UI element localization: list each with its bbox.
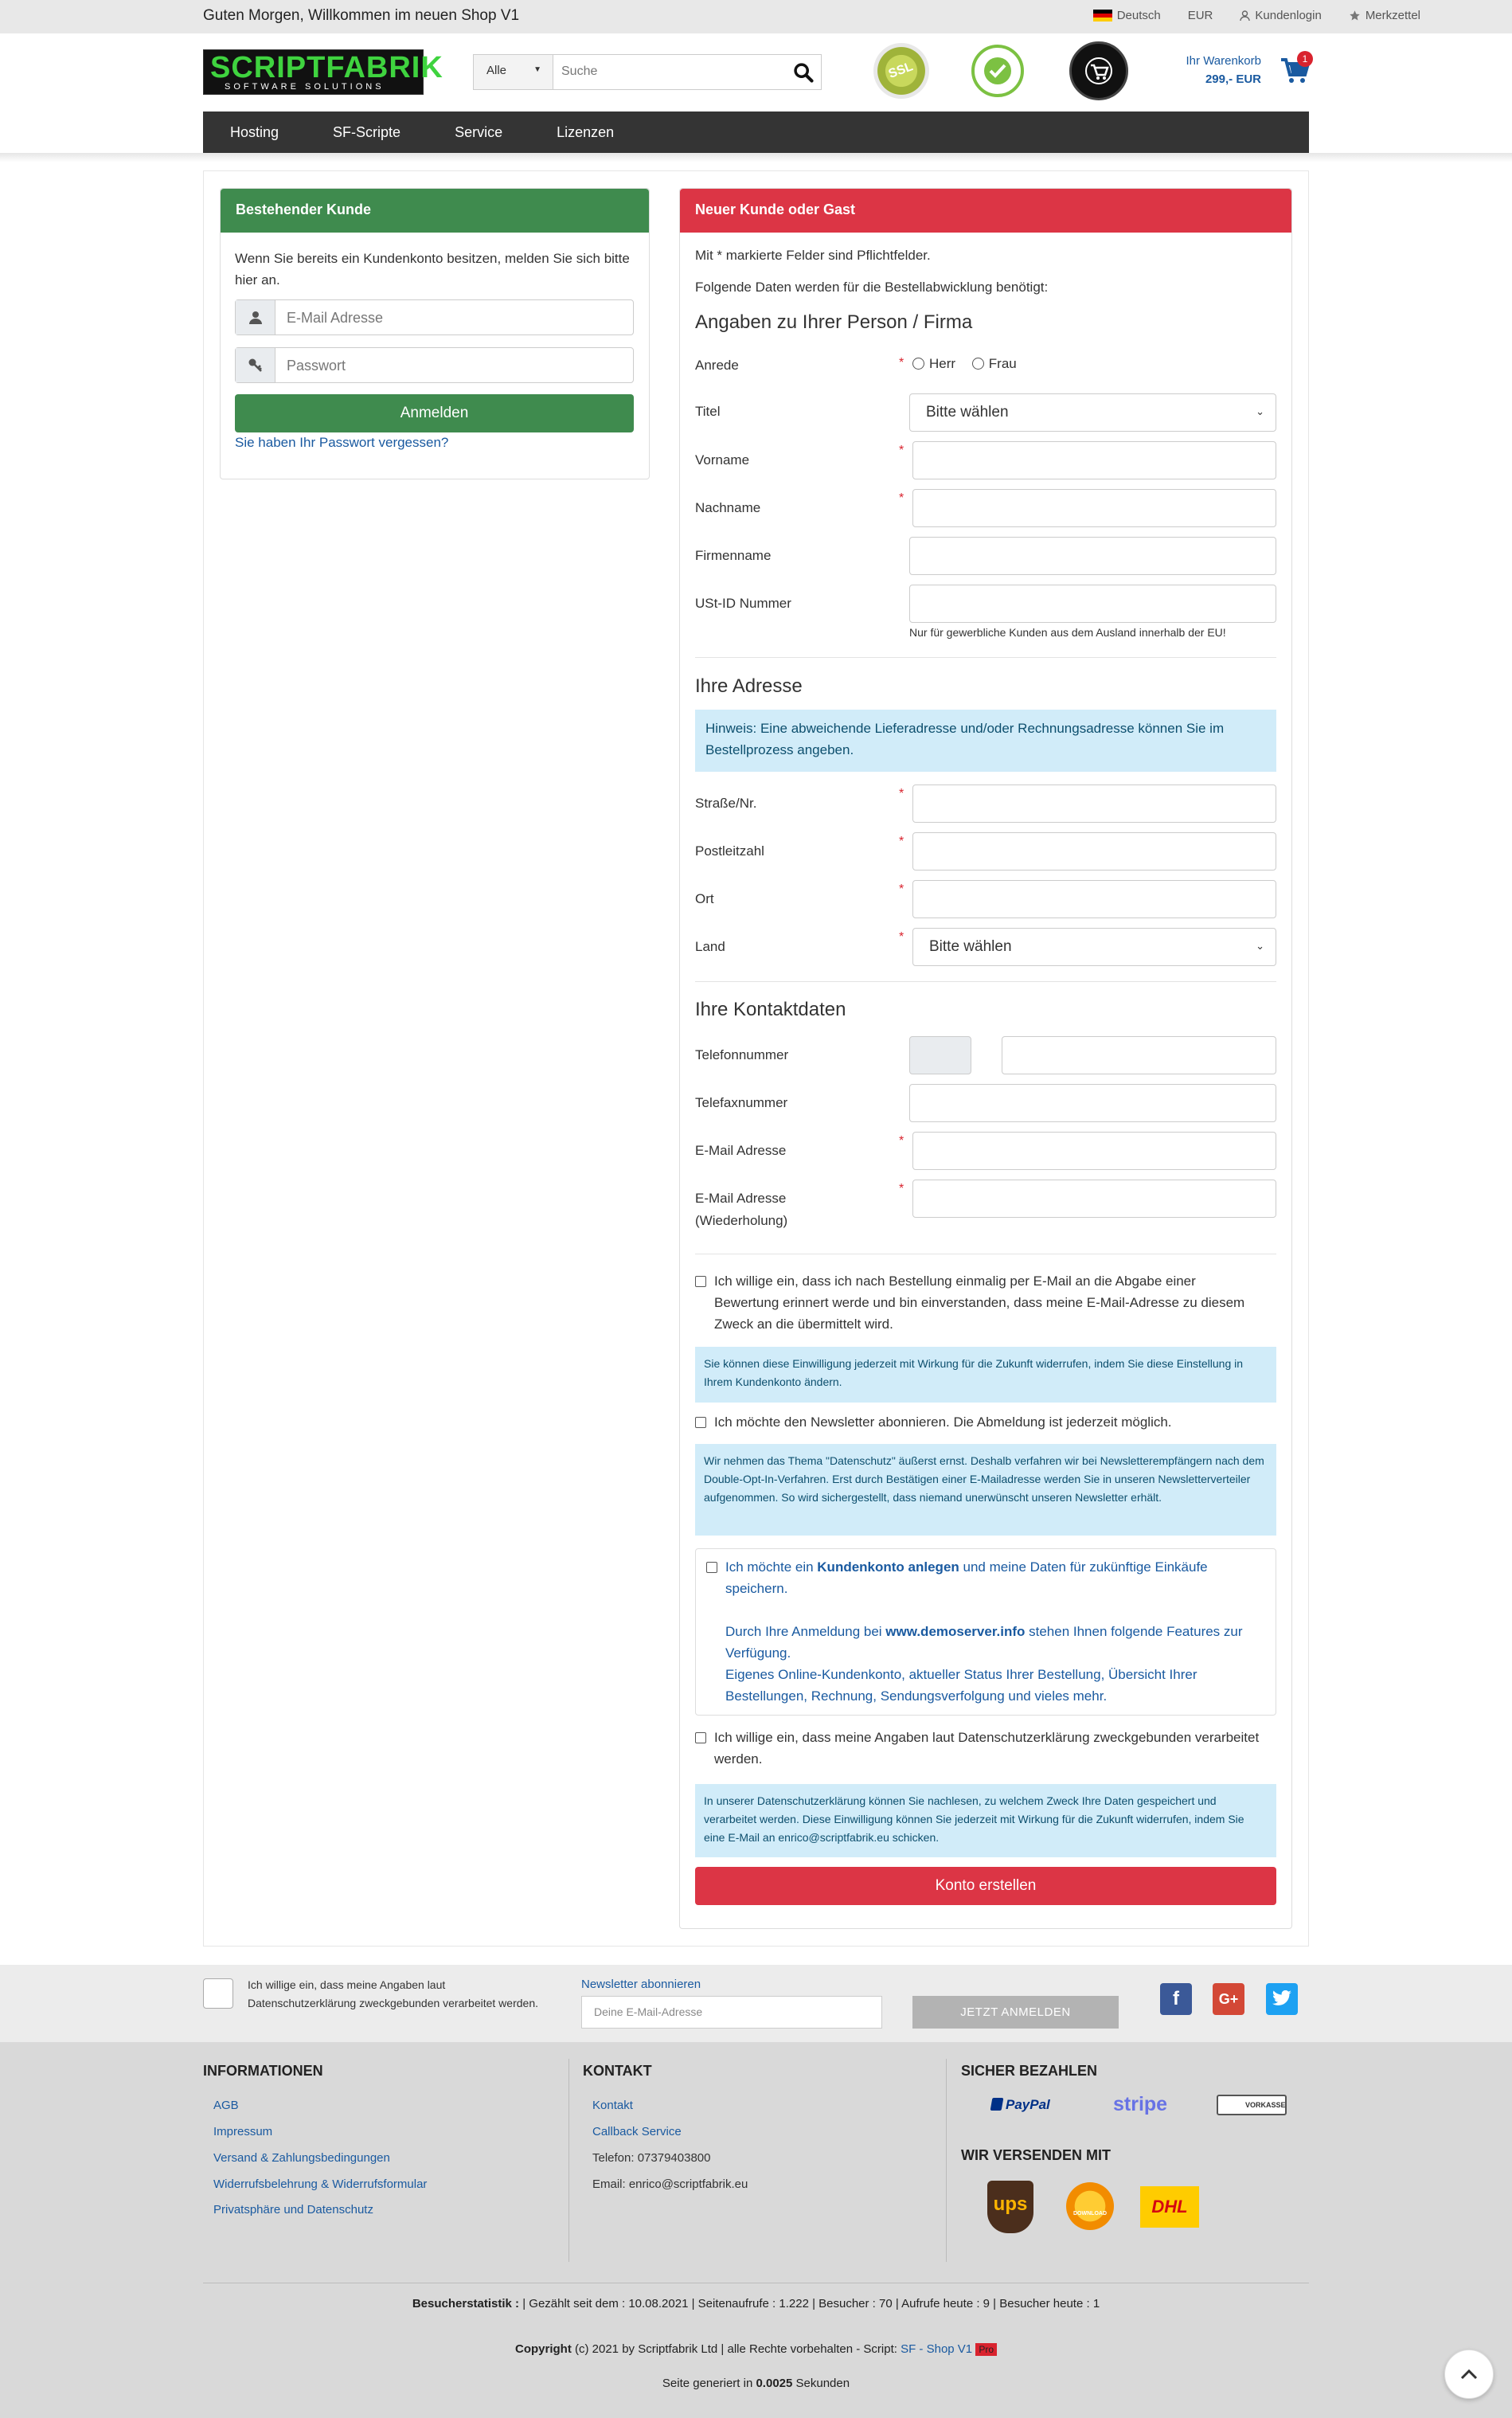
ort-label: Ort [695,891,714,906]
cart-count-badge: 1 [1297,51,1313,67]
shop-logo[interactable]: SCRIPTFABRIK SOFTWARE SOLUTIONS [203,49,424,95]
footer-info-title: INFORMATIONEN [203,2063,323,2079]
anrede-options [912,356,1017,372]
account-features: Durch Ihre Anmeldung bei www.demoserver.info stehen Ihnen folgende Features zur Verfügung. Eigenes Online-Kundenkonto, aktueller Status Ihrer Bestellung, Übersicht Ihrer Bestellungen, Rechnung, Sendungsverfolgung und vieles mehr. [725,1624,1243,1704]
radio-frau[interactable]: Frau [972,356,1017,371]
footer-link-agb[interactable]: AGB [213,2099,239,2112]
customer-login-link[interactable]: Kundenlogin [1240,9,1321,22]
create-account-checkbox[interactable]: Ich möchte ein Kundenkonto anlegen und meine Daten für zukünftige Einkäufe speichern. [706,1556,1264,1599]
newsletter-info: Wir nehmen das Thema "Datenschutz" äußerst ernst. Deshalb verfahren wir bei Newsletterempfängern nach dem Double-Opt-In-Verfahren. Erst durch Bestätigen einer E-Mailadresse werden Sie in unseren Newsletterverteiler aufgenommen. So wird sichergestellt, dass niemand unerwünscht unseren Newsletter erhält. [695,1444,1276,1536]
caret-down-icon: ▼ [533,65,541,74]
currency-switch[interactable]: EUR [1187,9,1213,22]
existing-customer-box [220,188,650,479]
existing-customer-title: Bestehender Kunde [221,189,649,233]
telefon-label: Telefonnummer [695,1047,789,1062]
footer-link-callback[interactable]: Callback Service [592,2125,682,2138]
vorname-label: Vorname [695,452,750,468]
newsletter-privacy-text: Ich willige ein, dass meine Angaben laut Datenschutzerklärung zweckgebunden verarbeitet werden. [248,1978,538,2009]
nav-item-hosting[interactable]: Hosting [230,124,279,140]
paypal-icon: PayPal [991,2097,1050,2113]
generation-time: Seite generiert in 0.0025 Sekunden [662,2377,850,2390]
section-person-heading: Angaben zu Ihrer Person / Firma [695,311,973,333]
script-link[interactable]: SF - Shop V1 [901,2342,973,2356]
dhl-icon: DHL [1140,2186,1199,2228]
email-input[interactable] [912,1132,1276,1170]
strasse-input[interactable] [912,784,1276,823]
titel-select[interactable]: Bitte wählen ⌄ [909,393,1276,432]
newsletter-email-input[interactable]: Deine E-Mail-Adresse [581,1996,882,2029]
footer-pay-title: SICHER BEZAHLEN [961,2063,1098,2079]
section-contact-heading: Ihre Kontaktdaten [695,999,846,1020]
top-bar [0,0,1512,33]
search-icon[interactable] [792,61,815,84]
newsletter-submit-button[interactable]: JETZT ANMELDEN [912,1996,1119,2029]
newsletter-consent-checkbox[interactable]: Ich möchte den Newsletter abonnieren. Die Abmeldung ist jederzeit möglich. [695,1411,1268,1433]
plz-label: Postleitzahl [695,843,764,859]
titel-label: Titel [695,404,721,419]
anrede-label: Anrede [695,358,739,373]
chevron-down-icon: ⌄ [1256,940,1264,952]
login-password-field[interactable]: Passwort [235,347,634,383]
footer-link-datenschutz[interactable]: Privatsphäre und Datenschutz [213,2203,373,2216]
footer-link-kontakt[interactable]: Kontakt [592,2099,633,2112]
email2-label: E-Mail Adresse (Wiederholung) [695,1191,788,1228]
facebook-icon[interactable]: f [1160,1983,1192,2015]
firma-input[interactable] [909,537,1276,575]
twitter-icon[interactable] [1266,1983,1298,2015]
new-customer-title: Neuer Kunde oder Gast [680,189,1291,233]
footer-phone: Telefon: 07379403800 [592,2151,711,2165]
review-consent-checkbox[interactable]: Ich willige ein, dass ich nach Bestellung einmalig per E-Mail an die Abgabe einer Bewertung erinnert werde und bin einverstanden, dass meine E-Mail-Adresse zu diesem Zweck an die übermittelt wird. [695,1270,1252,1335]
review-info: Sie können diese Einwilligung jederzeit mit Wirkung für die Zukunft widerrufen, indem Sie diese Einstellung in Ihrem Kundenkonto ändern. [695,1347,1276,1403]
create-account-panel [695,1548,1276,1716]
cart-summary[interactable]: Ihr Warenkorb 299,- EUR [1186,54,1261,86]
vorname-input[interactable] [912,441,1276,479]
required-star: * [899,356,904,370]
trust-seal-icon [971,45,1024,97]
search-bar [473,54,822,90]
google-plus-icon[interactable]: G+ [1213,1983,1244,2015]
pro-badge: Pro [975,2343,997,2356]
scroll-to-top-button[interactable] [1444,2350,1494,2399]
telefax-input[interactable] [909,1084,1276,1122]
newsletter-title: Newsletter abonnieren [581,1978,701,1991]
chevron-down-icon: ⌄ [1256,405,1264,417]
privacy-consent-checkbox[interactable]: Ich willige ein, dass meine Angaben laut Datenschutzerklärung zweckgebunden verarbeitet werden. [695,1727,1268,1770]
data-note: Folgende Daten werden für die Bestellabwicklung benötigt: [695,280,1049,295]
nav-item-sf-scripte[interactable]: SF-Scripte [333,124,401,140]
plz-input[interactable] [912,832,1276,871]
footer-link-versand[interactable]: Versand & Zahlungsbedingungen [213,2151,390,2165]
footer-ship-title: WIR VERSENDEN MIT [961,2147,1112,2163]
vorkasse-icon: VORKASSE [1217,2095,1287,2115]
ustid-input[interactable] [909,585,1276,623]
ups-icon: ups [987,2181,1033,2233]
main-nav [203,112,1309,153]
chevron-up-icon [1459,2368,1479,2381]
telefax-label: Telefaxnummer [695,1095,788,1110]
newsletter-privacy-checkbox[interactable] [203,1978,233,2009]
login-button[interactable]: Anmelden [235,394,634,432]
ustid-label: USt-ID Nummer [695,596,791,611]
search-input[interactable]: Suche [561,65,598,78]
footer-email: Email: enrico@scriptfabrik.eu [592,2177,748,2191]
greeting: Guten Morgen, Willkommen im neuen Shop V1 [203,7,520,24]
privacy-info: In unserer Datenschutzerklärung können Sie nachlesen, zu welchem Zweck Ihre Daten gespeichert und verarbeitet werden. Diese Einwilligung können Sie jederzeit mit Wirkung für die Zukunft widerrufen, indem Sie eine E-Mail an enrico@scriptfabrik.eu schicken. [695,1784,1276,1857]
address-hint: Hinweis: Eine abweichende Lieferadresse und/oder Rechnungsadresse können Sie im Bestellprozess angeben. [695,710,1276,772]
email-label: E-Mail Adresse [695,1143,787,1158]
visitor-stats: Besucherstatistik : | Gezählt seit dem : 10.08.2021 | Seitenaufrufe : 1.222 | Besucher : 70 | Aufrufe heute : 9 | Besucher heute : 1 [412,2297,1100,2310]
footer-link-widerruf[interactable]: Widerrufsbelehrung & Widerrufsformular [213,2177,428,2191]
user-icon [1240,10,1250,22]
german-flag-icon [1093,10,1112,22]
login-email-field[interactable]: E-Mail Adresse [235,299,634,335]
radio-herr[interactable]: Herr [912,356,955,371]
telefon-input[interactable] [1002,1036,1276,1074]
search-category-select[interactable]: Alle ▼ [474,55,553,89]
wishlist-link[interactable]: Merkzettel [1349,9,1420,22]
forgot-password-link[interactable]: Sie haben Ihr Passwort vergessen? [235,435,449,450]
land-label: Land [695,939,725,954]
land-select[interactable]: Bitte wählen ⌄ [912,928,1276,966]
download-icon: DOWNLOAD [1066,2182,1114,2230]
ort-input[interactable] [912,880,1276,918]
firma-label: Firmenname [695,548,772,563]
stripe-icon: stripe [1113,2093,1168,2115]
nachname-input[interactable] [912,489,1276,527]
footer-link-impressum[interactable]: Impressum [213,2125,273,2138]
star-icon [1349,10,1361,22]
language-switch[interactable]: Deutsch [1093,9,1161,22]
copyright: Copyright (c) 2021 by Scriptfabrik Ltd | alle Rechte vorbehalten - Script: SF - Shop V1 Pro [0,2342,1512,2356]
key-icon [236,348,275,382]
nav-item-lizenzen[interactable]: Lizenzen [557,124,615,140]
telefon-prefix-input[interactable] [909,1036,971,1074]
nachname-label: Nachname [695,500,761,515]
create-account-button[interactable]: Konto erstellen [695,1867,1276,1905]
ssl-seal-icon: SSL [873,43,929,99]
nav-item-service[interactable]: Service [455,124,503,140]
user-icon [236,300,275,335]
section-address-heading: Ihre Adresse [695,675,803,697]
strasse-label: Straße/Nr. [695,796,757,811]
email2-input[interactable] [912,1180,1276,1218]
footer-contact-title: KONTAKT [583,2063,652,2079]
required-note: Mit * markierte Felder sind Pflichtfelder. [695,248,931,263]
ustid-hint: Nur für gewerbliche Kunden aus dem Ausland innerhalb der EU! [909,626,1226,639]
shop-seal-icon [1069,41,1128,100]
new-customer-box: Neuer Kunde oder Gast Mit * markierte Felder sind Pflichtfelder. Folgende Daten werden für die Bestellabwicklung benötigt: Angaben zu Ihrer Person / Firma Anrede * Herr Frau Titel Bitte wählen ⌄ Vorname * Nachname * Firmenname USt-ID Nummer Nur für gewerbliche Kunden aus dem Ausland innerhalb der EU! Ihre Adresse Hinweis: Eine abweichende Lieferadresse und/oder Rechnungsadresse können Sie im Bestellprozess angeben. Straße/Nr. * Postleitzahl * Ort * Land * Bitte wählen ⌄ Ihre Kontaktdaten Telefonnummer Telefaxnummer E-Mail Adresse * E-Mail Adresse (Wiederholung) * Ich willige ein, dass ich nach Bestellung einmalig per E-Mail an die Abgabe einer Bewertung erinnert werde und bin einverstanden, dass meine E-Mail-Adresse zu diesem Zweck an die übermittelt wird. Sie können diese Einwilligung jederzeit mit Wirkung für die Zukunft widerrufen, indem Sie diese Einstellung in Ihrem Kundenkonto ändern. Ich möchte den Newsletter abonnieren. Die Abmeldung ist jederzeit möglich. Wir nehmen das Thema "Datenschutz" äußerst ernst. Deshalb verfahren wir bei Newsletterempfängern nach dem Double-Opt-In-Verfahren. Erst durch Bestätigen einer E-Mailadresse werden Sie in unseren Newsletterverteiler aufgenommen. So wird sichergestellt, dass niemand unerwünscht unseren Newsletter erhält. Ich möchte ein Kundenkonto anlegen und meine Daten für zukünftige Einkäufe speichern. Durch Ihre Anmeldung bei www.demoserver.info stehen Ihnen folgende Features zur Verfügung. Eigenes Online-Kundenkonto, aktueller Status Ihrer Bestellung, Übersicht Ihrer Bestellungen, Rechnung, Sendungsverfolgung und vieles mehr. Ich willige ein, dass meine Angaben laut Datenschutzerklärung zweckgebunden verarbeitet werden. In unserer Datenschutzerklärung können Sie nachlesen, zu welchem Zweck Ihre Daten gespeichert und verarbeitet werden. Diese Einwilligung können Sie jederzeit mit Wirkung für die Zukunft widerrufen, indem Sie eine E-Mail an enrico@scriptfabrik.eu schicken. Konto erstellen [679,188,1292,1929]
login-intro: Wenn Sie bereits ein Kundenkonto besitzen, melden Sie sich bitte hier an. [235,251,630,288]
